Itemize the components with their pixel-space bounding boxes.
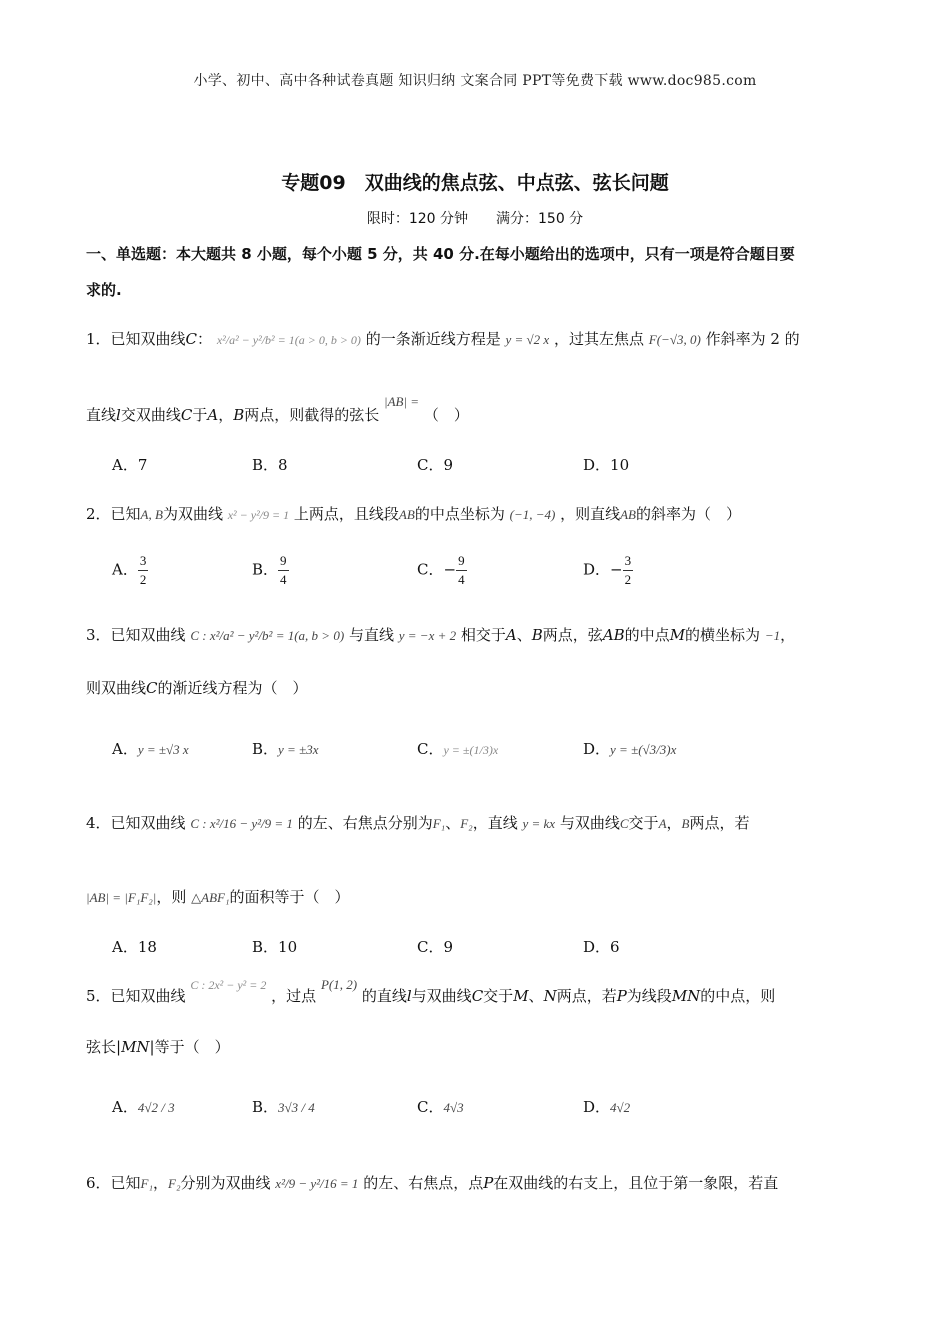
section-heading-line1: 一、单选题：本大题共 8 小题，每个小题 5 分，共 40 分.在每小题给出的选项中，只有一项是符合题目要	[86, 245, 795, 263]
text-run: 6．已知	[86, 1174, 141, 1192]
q5-option-a[interactable]	[112, 1096, 175, 1117]
section-heading-line2: 求的.	[86, 281, 122, 299]
q2-hyperbola-equation: x² − y²/9 = 1	[227, 508, 290, 522]
text-run: N	[543, 987, 557, 1005]
q2-option-c[interactable]	[417, 552, 467, 589]
text-run: 1．已知双曲线	[86, 330, 186, 348]
text-run: 交双曲线	[120, 406, 181, 424]
q4-option-c[interactable]: C．9	[417, 938, 454, 956]
text-run: −	[443, 560, 457, 579]
text-run: A	[505, 626, 517, 644]
text-run: 分别为双曲线	[180, 1174, 271, 1192]
text-run: 2．已知	[86, 505, 141, 523]
text-run: 交于	[483, 987, 514, 1005]
text-run: 两点，若	[689, 814, 750, 832]
page-subtitle: 限时：120 分钟 满分：150 分	[366, 211, 584, 227]
text-run: C．	[417, 740, 444, 758]
text-run: 2	[624, 572, 632, 587]
q1-focus: F(−√3, 0)	[648, 332, 701, 347]
q1-hyperbola-equation: x²/a² − y²/b² = 1(a > 0, b > 0)	[216, 333, 361, 347]
fraction	[456, 552, 467, 589]
text-run: 4	[280, 572, 287, 587]
text-run: 的中点	[624, 626, 670, 644]
text-run: 的渐近线方程为（ ）	[157, 679, 308, 697]
q3-line1	[86, 624, 866, 645]
text-run: y = ±√3 x	[137, 742, 189, 757]
text-run: ：	[197, 330, 213, 348]
q2-option-d[interactable]	[583, 552, 633, 589]
q2-midpoint: (−1, −4)	[509, 507, 556, 522]
text-run: |等于（ ）	[149, 1038, 230, 1056]
text-run: 弦长|	[86, 1038, 122, 1056]
text-run: AB	[398, 507, 415, 522]
text-run: ，则直线	[560, 505, 621, 523]
text-run: P	[616, 987, 627, 1005]
text-run: D．	[583, 740, 611, 758]
text-run: 为线段	[626, 987, 672, 1005]
text-run: F₂	[168, 1176, 181, 1191]
q6-line1	[86, 1172, 866, 1193]
text-run: F₁	[432, 816, 446, 831]
section-heading	[86, 236, 866, 308]
text-run: 4	[458, 572, 465, 587]
text-run: ，过点	[271, 987, 317, 1005]
text-run: 4√2	[610, 1100, 631, 1115]
text-run: B．	[252, 1098, 279, 1116]
q3-option-d[interactable]	[583, 738, 676, 759]
text-run: B．	[252, 740, 279, 758]
text-run: D．	[583, 1098, 611, 1116]
text-run: MN	[121, 1038, 150, 1056]
text-run: 3	[623, 552, 634, 571]
text-run: A, B	[140, 507, 163, 522]
text-run: 的中点，则	[700, 987, 776, 1005]
text-run: P	[483, 1174, 494, 1192]
text-run: M	[669, 626, 686, 644]
text-run: 两点，若	[556, 987, 617, 1005]
page-title: 专题09 双曲线的焦点弦、中点弦、弦长问题	[281, 172, 669, 194]
text-run: −1	[764, 628, 781, 643]
text-run: 4√3	[443, 1100, 464, 1115]
text-run: 2	[139, 572, 147, 587]
q5-option-c[interactable]	[417, 1096, 464, 1117]
q1-option-a[interactable]: A．7	[112, 456, 148, 474]
text-run: AB	[620, 507, 636, 522]
text-run: C	[619, 816, 629, 831]
q3-hyperbola-equation: C : x²/a² − y²/b² = 1(a, b > 0)	[190, 628, 345, 643]
q3-option-c[interactable]	[417, 738, 498, 759]
q2-option-a[interactable]	[112, 552, 148, 589]
text-run: 两点，则截得的弦长	[244, 406, 380, 424]
q5-line1	[86, 977, 866, 1006]
text-run: 、	[516, 626, 532, 644]
q3-line2	[86, 677, 866, 698]
q4-line2	[86, 886, 866, 907]
text-run: ，	[153, 1174, 169, 1192]
text-run: A	[658, 816, 667, 831]
text-run: M	[513, 987, 529, 1005]
text-run: 作斜率为 2 的	[705, 330, 800, 348]
text-run: 、	[445, 814, 461, 832]
text-run: F₁	[140, 1176, 154, 1191]
q1-chord: |AB| =	[384, 394, 420, 409]
text-run: l	[116, 406, 121, 424]
text-run: 的一条渐近线方程是	[365, 330, 501, 348]
q5-line2	[86, 1036, 866, 1057]
text-run: 的横坐标为	[685, 626, 761, 644]
text-run: ，则	[156, 888, 187, 906]
text-run: （ ）	[423, 406, 469, 424]
q3-option-a[interactable]	[112, 738, 189, 759]
text-run: 两点，弦	[542, 626, 603, 644]
text-run: 直线	[86, 406, 117, 424]
text-run: y = ±3x	[278, 742, 319, 757]
q2-option-b[interactable]	[252, 552, 289, 589]
text-run: F₂	[460, 816, 473, 831]
text-run: 则双曲线	[86, 679, 147, 697]
text-run: C．	[417, 1098, 444, 1116]
q3-options	[112, 738, 852, 778]
text-run: MN	[671, 987, 701, 1005]
q4-hyperbola-equation: C : x²/16 − y²/9 = 1	[190, 816, 293, 831]
q2-options	[112, 552, 852, 592]
q5-hyperbola-equation: C : 2x² − y² = 2	[190, 978, 267, 992]
text-run: 相交于	[460, 626, 506, 644]
q5-options	[112, 1096, 852, 1136]
text-run: △ABF₁	[191, 890, 230, 905]
text-run: 的直线	[361, 987, 407, 1005]
text-run: 与双曲线	[411, 987, 472, 1005]
q3-line-equation: y = −x + 2	[398, 628, 457, 643]
text-run: 3	[138, 552, 149, 571]
q4-options	[112, 936, 852, 976]
text-run: 4√2 / 3	[137, 1100, 175, 1115]
q4-condition: |AB| = |F₁F₂|	[86, 890, 157, 905]
text-run: 交于	[628, 814, 659, 832]
text-run: ，	[218, 406, 234, 424]
text-run: 上两点，且线段	[293, 505, 399, 523]
text-run: 在双曲线的右支上，且位于第一象限，若直	[493, 1174, 779, 1192]
text-run: B	[531, 626, 543, 644]
text-run: 与直线	[348, 626, 394, 644]
text-run: A	[207, 406, 219, 424]
text-run: A．	[112, 560, 138, 579]
q5-point: P(1, 2)	[320, 977, 358, 992]
text-run: C	[146, 679, 158, 697]
text-run: −	[610, 560, 623, 579]
q6-hyperbola-equation: x²/9 − y²/16 = 1	[275, 1176, 359, 1191]
text-run: 9	[278, 552, 289, 571]
text-run: ，	[666, 814, 682, 832]
q1-options	[112, 454, 852, 494]
text-run: 的斜率为（ ）	[636, 505, 742, 523]
text-run: 于	[192, 406, 208, 424]
text-run: C	[180, 406, 193, 424]
q4-option-a[interactable]: A．18	[112, 938, 157, 956]
q4-option-d[interactable]: D．6	[583, 938, 620, 956]
q5-option-b[interactable]	[252, 1096, 315, 1117]
text-run: y = ±(1/3)x	[443, 743, 499, 757]
text-run: 3√3 / 4	[278, 1100, 315, 1115]
text-run: 3．已知双曲线	[86, 626, 186, 644]
text-run: ，	[780, 626, 796, 644]
text-run: A．	[112, 1098, 138, 1116]
fraction	[278, 552, 289, 589]
text-run: AB	[602, 626, 625, 644]
text-run: 、	[528, 987, 544, 1005]
text-run: y = kx	[522, 816, 556, 831]
q1-option-c[interactable]: C．9	[417, 456, 454, 474]
text-run: y = ±(√3/3)x	[610, 742, 677, 757]
text-run: 的中点坐标为	[414, 505, 505, 523]
q3-option-b[interactable]	[252, 738, 318, 759]
q2-line1	[86, 503, 866, 524]
text-run: C．	[417, 560, 444, 579]
text-run: B	[233, 406, 245, 424]
q1-line2	[86, 394, 866, 425]
fraction	[623, 552, 634, 589]
text-run: ，过其左焦点	[553, 330, 644, 348]
fraction	[138, 552, 149, 589]
q1-line1	[86, 328, 866, 349]
text-run: l	[406, 987, 412, 1005]
header-banner: 小学、初中、高中各种试卷真题 知识归纳 文案合同 PPT等免费下载 www.doc985.com	[193, 73, 757, 89]
q4-option-b[interactable]: B．10	[252, 938, 298, 956]
q1-option-b[interactable]: B．8	[252, 456, 288, 474]
text-run: 5．已知双曲线	[86, 987, 186, 1005]
text-run: B．	[252, 560, 279, 579]
text-run: C	[185, 330, 198, 348]
text-run: D．	[583, 560, 611, 579]
text-run: 的左、右焦点，点	[363, 1174, 484, 1192]
q1-option-d[interactable]: D．10	[583, 456, 630, 474]
text-run: 4．已知双曲线	[86, 814, 186, 832]
q5-option-d[interactable]	[583, 1096, 630, 1117]
text-run: ，直线	[472, 814, 518, 832]
text-run: C	[471, 987, 484, 1005]
text-run: A．	[112, 740, 138, 758]
q4-line1	[86, 812, 866, 833]
text-run: 的面积等于（ ）	[229, 888, 350, 906]
text-run: B	[681, 816, 690, 831]
q1-asymptote: y = √2 x	[505, 332, 550, 347]
text-run: 为双曲线	[162, 505, 223, 523]
text-run: 与双曲线	[559, 814, 620, 832]
text-run: 的左、右焦点分别为	[297, 814, 433, 832]
text-run: 9	[456, 552, 467, 571]
